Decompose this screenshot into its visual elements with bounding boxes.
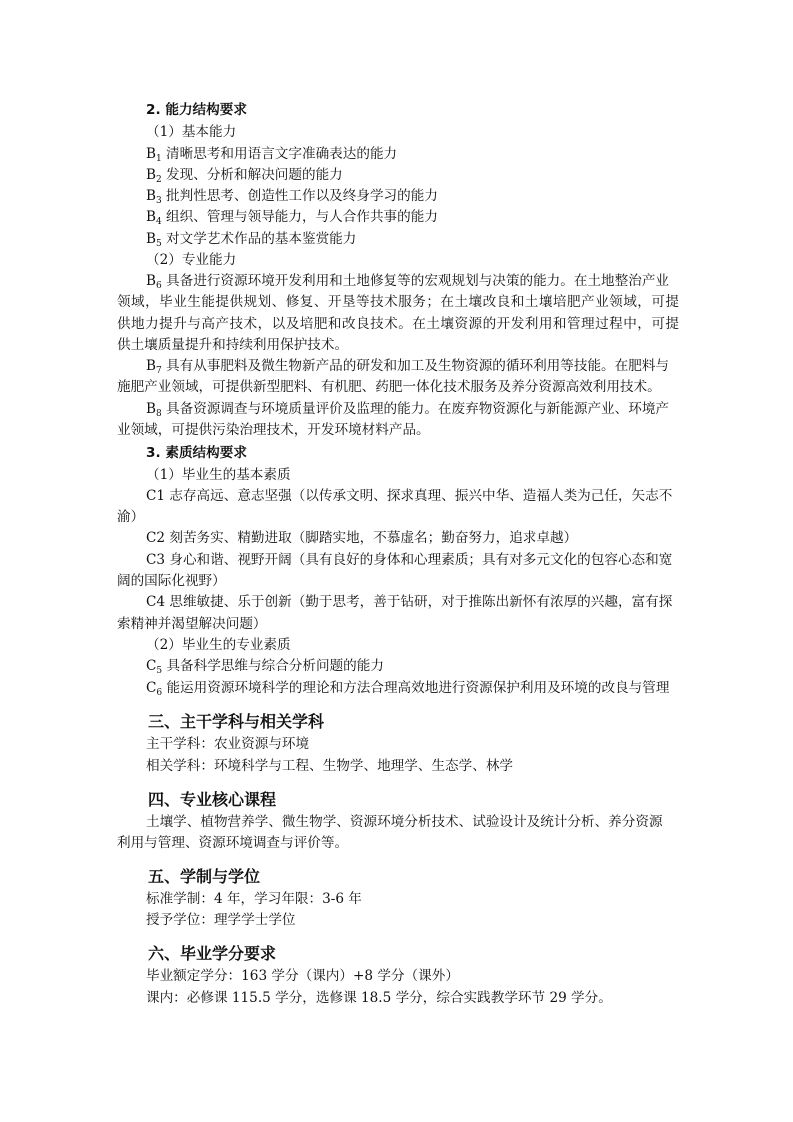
duration-heading: 五、学制与学位 [148, 867, 261, 886]
quality-c3-line: 阔的国际化视野） [117, 573, 226, 589]
quality-c4-line: C4 思维敏捷、乐于创新（勤于思考，善于钻研，对于推陈出新怀有浓厚的兴趣，富有探 [146, 594, 673, 610]
quality-item-c6: $C_6$ 能运用资源环境科学的理论和方法合理高效地进行资源保护利用及环境的改良与管理 [146, 680, 670, 698]
ability-item-b5: $B_5$ 对文学艺术作品的基本鉴赏能力 [146, 231, 357, 249]
ability-b6-line: 供地力提升与高产技术，以及培肥和改良技术。在土壤资源的开发利用和管理过程中，可提 [117, 316, 679, 332]
study-duration: 标准学制：4 年，学习年限：3-6 年 [146, 891, 362, 907]
professional-quality-title: （2）毕业生的专业素质 [146, 637, 291, 653]
quality-c4-line: 索精神并渴望解决问题） [117, 616, 267, 632]
related-disciplines: 相关学科：环境科学与工程、生物学、地理学、生态学、林学 [146, 758, 514, 774]
quality-heading: 3. 素质结构要求 [146, 445, 247, 461]
ability-b7-line: $B_7$ 具有从事肥料及微生物新产品的研发和加工及生物资源的循环利用等技能。在肥料与 [146, 358, 670, 376]
ability-b6-line: 领域，毕业生能提供规划、修复、开垦等技术服务；在土壤改良和土壤培肥产业领域，可提 [117, 294, 679, 310]
professional-ability-title: （2）专业能力 [146, 252, 237, 268]
credits-detail: 课内：必修课 115.5 学分，选修课 18.5 学分，综合实践教学环节 29 学分。 [146, 990, 612, 1006]
quality-c2-line: C2 刻苦务实、精勤进取（脚踏实地，不慕虚名；勤奋努力，追求卓越） [146, 530, 578, 546]
total-credits: 毕业额定学分：163 学分（课内）+8 学分（课外） [146, 968, 459, 984]
disciplines-heading: 三、主干学科与相关学科 [148, 712, 325, 731]
quality-c1-line: C1 志存高远、意志坚强（以传承文明、探求真理、振兴中华、造福人类为己任，矢志不 [146, 488, 673, 504]
ability-item-b4: $B_4$ 组织、管理与领导能力，与人合作共事的能力 [146, 209, 438, 227]
basic-ability-title: （1）基本能力 [146, 124, 237, 140]
ability-item-b3: $B_3$ 批判性思考、创造性工作以及终身学习的能力 [146, 188, 438, 206]
ability-b8-line: 业领域，可提供污染治理技术，开发环境材料产品。 [117, 422, 430, 438]
ability-b6-line: 供土壤质量提升和持续利用保护技术。 [117, 337, 349, 353]
quality-item-c5: $C_5$ 具备科学思维与综合分析问题的能力 [146, 658, 384, 676]
ability-heading: 2. 能力结构要求 [146, 102, 247, 118]
degree-awarded: 授予学位：理学学士学位 [146, 912, 296, 928]
ability-b8-line: $B_8$ 具备资源调查与环境质量评价及监理的能力。在废弃物资源化与新能源产业、环境产 [146, 401, 670, 419]
ability-b7-line: 施肥产业领域，可提供新型肥料、有机肥、药肥一体化技术服务及养分资源高效利用技术。 [117, 379, 661, 395]
ability-b6-line: $B_6$ 具备进行资源环境开发利用和土地修复等的宏观规划与决策的能力。在土地整治产业 [146, 273, 670, 291]
credits-heading: 六、毕业学分要求 [148, 944, 277, 963]
quality-c3-line: C3 身心和谐、视野开阔（具有良好的身体和心理素质；具有对多元文化的包容心态和宽 [146, 552, 673, 568]
courses-heading: 四、专业核心课程 [148, 790, 277, 809]
courses-line: 土壤学、植物营养学、微生物学、资源环境分析技术、试验设计及统计分析、养分资源 [146, 814, 663, 830]
courses-line: 利用与管理、资源环境调查与评价等。 [117, 835, 349, 851]
quality-c1-line: 渝） [117, 509, 145, 525]
main-discipline: 主干学科：农业资源与环境 [146, 736, 310, 752]
ability-item-b2: $B_2$ 发现、分析和解决问题的能力 [146, 167, 343, 185]
ability-item-b1: $B_1$ 清晰思考和用语言文字准确表达的能力 [146, 146, 398, 164]
basic-quality-title: （1）毕业生的基本素质 [146, 467, 291, 483]
